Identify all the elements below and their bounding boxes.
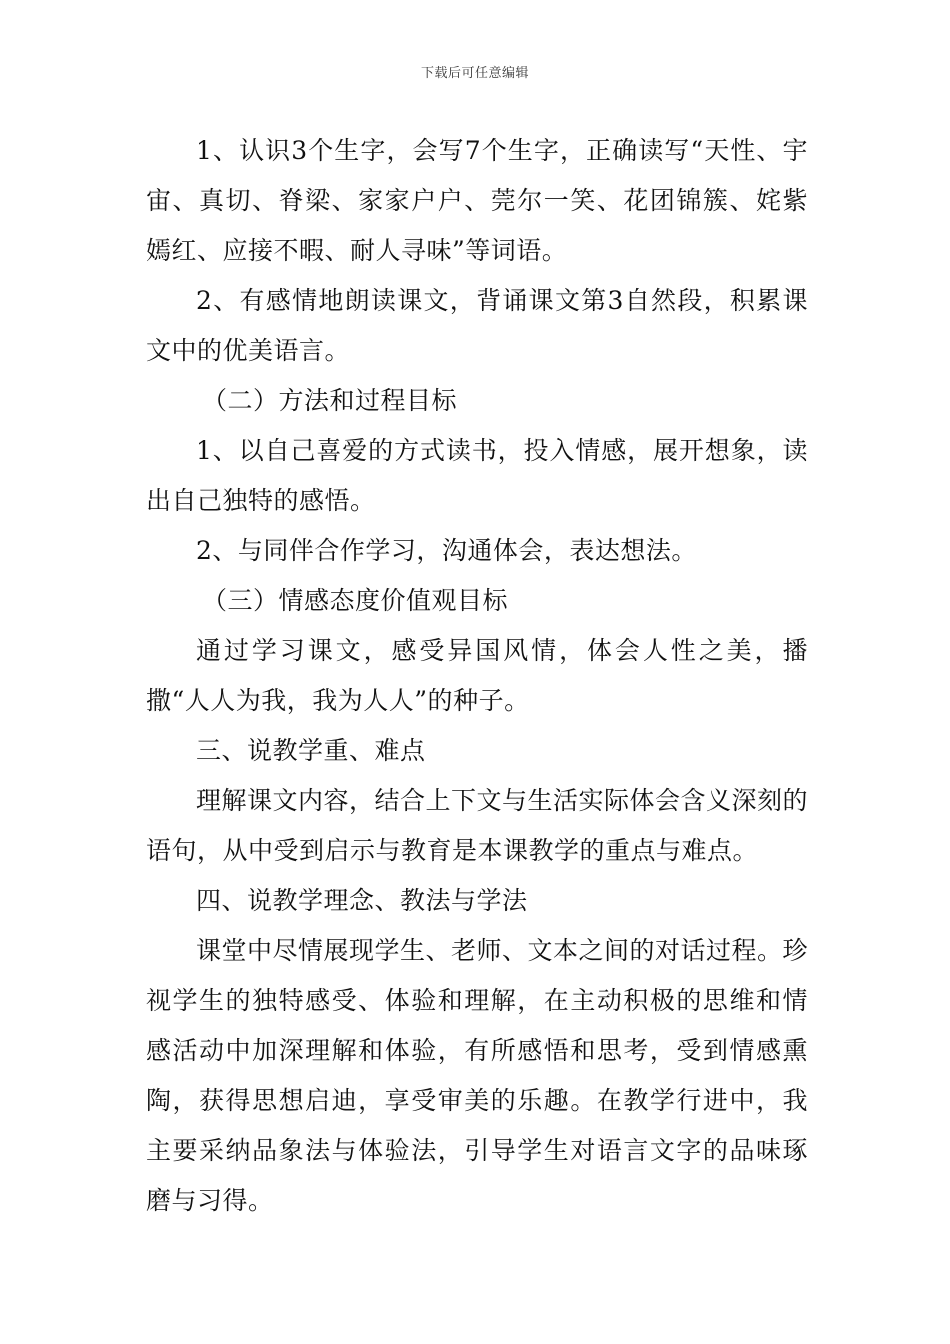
paragraph-objective-2: 2、有感情地朗读课文，背诵课文第3自然段，积累课文中的优美语言。 xyxy=(146,286,808,365)
paragraph-key-difficult-points: 理解课文内容，结合上下文与生活实际体会含义深刻的语句，从中受到启示与教育是本课教学的重点与难点。 xyxy=(146,786,809,865)
heading-key-difficult-points: 三、说教学重、难点 xyxy=(196,736,426,765)
page-header: 下载后可任意编辑 xyxy=(420,66,529,81)
heading-teaching-philosophy: 四、说教学理念、教法与学法 xyxy=(196,886,528,915)
heading-emotion-attitude-goals: （三）情感态度价值观目标 xyxy=(202,586,509,615)
heading-method-process-goals: （二）方法和过程目标 xyxy=(202,386,458,415)
document-body xyxy=(146,126,808,1226)
paragraph-method-2: 2、与同伴合作学习，沟通体会，表达想法。 xyxy=(196,536,697,565)
paragraph-objective-1: 1、认识3个生字，会写7个生字，正确读写“天性、宇宙、真切、脊梁、家家户户、莞尔一笑、花团锦簇、姹紫嫣红、应接不暇、耐人寻味”等词语。 xyxy=(146,136,808,265)
paragraph-emotion-goal: 通过学习课文，感受异国风情，体会人性之美，播撒“人人为我，我为人人”的种子。 xyxy=(146,636,808,715)
paragraph-teaching-philosophy: 课堂中尽情展现学生、老师、文本之间的对话过程。珍视学生的独特感受、体验和理解，在主动积极的思维和情感活动中加深理解和体验，有所感悟和思考，受到情感熏陶，获得思想启迪，享受审美的乐趣。在教学行进中，我主要采纳品象法与体验法，引导学生对语言文字的品味琢磨与习得。 xyxy=(146,936,809,1215)
paragraph-method-1: 1、以自己喜爱的方式读书，投入情感，展开想象，读出自己独特的感悟。 xyxy=(146,436,808,515)
